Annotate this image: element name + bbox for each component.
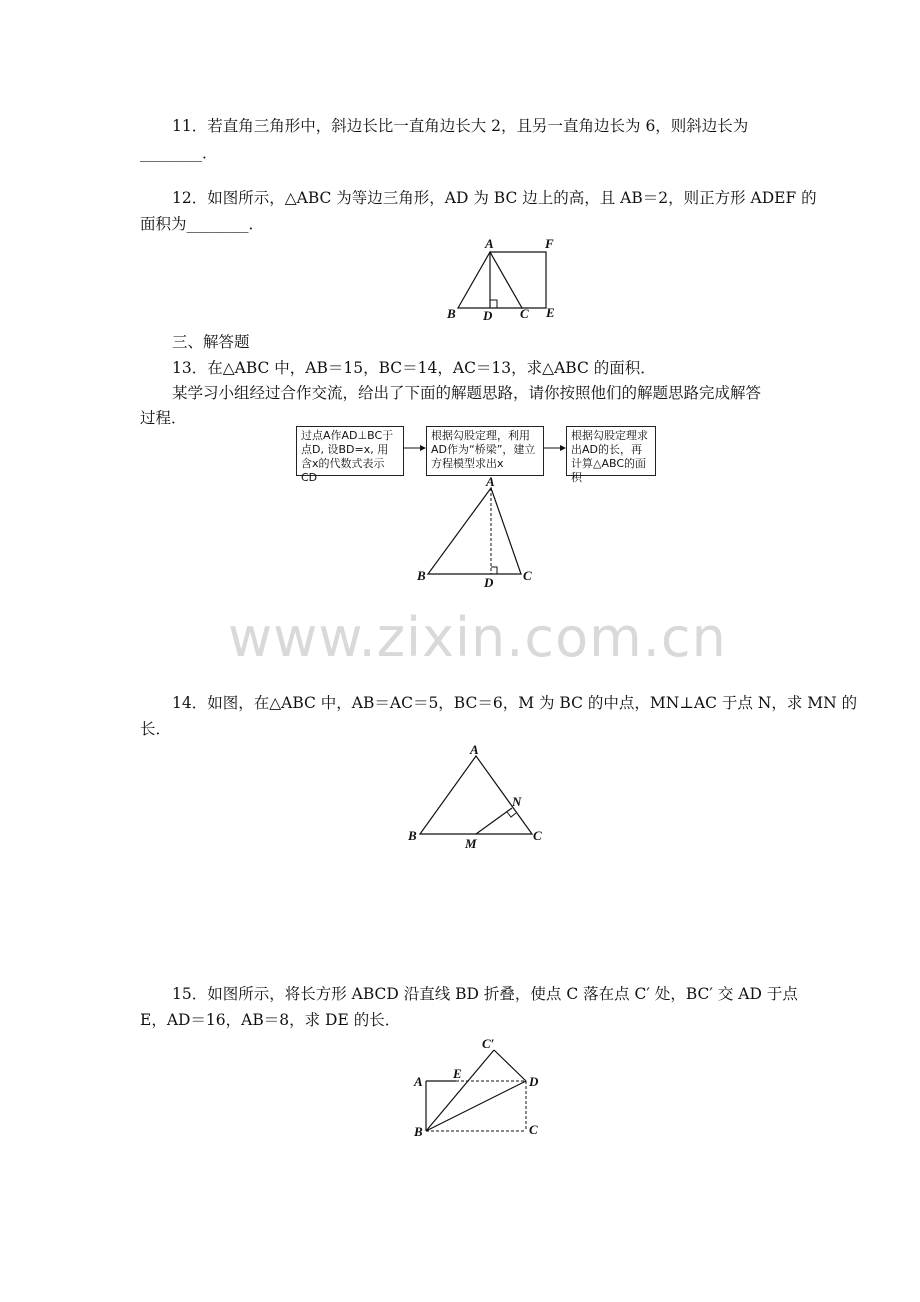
segment-bc-prime <box>426 1050 494 1131</box>
label-d: D <box>483 308 493 323</box>
flow-arrow-1 <box>404 440 428 456</box>
q11-line2: ________． <box>140 144 218 162</box>
triangle-abc <box>428 488 521 574</box>
flow-box-2: 根据勾股定理，利用AD作为“桥梁”，建立方程模型求出x <box>426 426 544 476</box>
q12-line2: 面积为________． <box>140 215 265 233</box>
q13-line2: 某学习小组经过合作交流，给出了下面的解题思路，请你按照他们的解题思路完成解答 <box>172 384 762 402</box>
label-n: N <box>512 794 522 809</box>
label-m: M <box>465 836 477 851</box>
label-c: C <box>523 568 532 583</box>
q14-figure <box>404 744 554 854</box>
label-a: A <box>470 742 479 757</box>
fold-line-bd <box>426 1081 526 1131</box>
q14-line1: 14．如图，在△ABC 中，AB＝AC＝5，BC＝6，M 为 BC 的中点，MN⊥AC 于点 N，求 MN 的 <box>172 694 858 712</box>
label-a: A <box>485 236 494 251</box>
square-adef <box>490 252 546 308</box>
flow-arrow-2 <box>544 440 568 456</box>
right-angle-mark <box>507 812 516 817</box>
q13-figure <box>410 476 540 591</box>
label-b: B <box>414 1124 423 1139</box>
label-f: F <box>545 236 554 251</box>
label-a: A <box>414 1074 423 1089</box>
label-d: D <box>529 1074 539 1089</box>
section-title: 三、解答题 <box>172 333 250 351</box>
label-c: C <box>529 1122 538 1137</box>
q13-line1: 13．在△ABC 中，AB＝15，BC＝14，AC＝13，求△ABC 的面积． <box>172 359 656 377</box>
label-b: B <box>417 568 426 583</box>
label-c-prime: C′ <box>482 1036 495 1051</box>
label-c: C <box>520 306 529 321</box>
segment-mn <box>476 808 512 834</box>
q14-line2: 长． <box>140 720 172 738</box>
q15-line2: E，AD＝16，AB＝8，求 DE 的长． <box>140 1011 401 1029</box>
right-angle-mark <box>490 300 497 308</box>
label-c: C <box>533 828 542 843</box>
label-b: B <box>408 828 417 843</box>
watermark-text: www.zixin.com.cn <box>228 606 727 669</box>
q11-line1: 11．若直角三角形中，斜边长比一直角边长大 2，且另一直角边长为 6，则斜边长为 <box>172 117 749 135</box>
right-angle-mark <box>491 567 497 574</box>
q13-line3: 过程． <box>140 409 187 427</box>
q15-line1: 15．如图所示，将长方形 ABCD 沿直线 BD 折叠，使点 C 落在点 C′ 处，BC′ 交 AD 于点 <box>172 985 798 1003</box>
label-d: D <box>484 575 494 590</box>
flow-box-3: 根据勾股定理求出AD的长，再计算△ABC的面积 <box>566 426 656 476</box>
label-b: B <box>447 306 456 321</box>
label-a: A <box>486 474 495 489</box>
segment-c-prime-d <box>494 1050 526 1081</box>
q12-figure <box>440 236 570 326</box>
q12-line1: 12．如图所示，△ABC 为等边三角形，AD 为 BC 边上的高，且 AB＝2，则正方形 ADEF 的 <box>172 189 817 207</box>
q15-figure <box>408 1034 548 1144</box>
label-e: E <box>546 305 555 320</box>
flow-box-1: 过点A作AD⊥BC于点D, 设BD=x, 用含x的代数式表示CD <box>296 426 404 476</box>
label-e: E <box>453 1066 462 1081</box>
